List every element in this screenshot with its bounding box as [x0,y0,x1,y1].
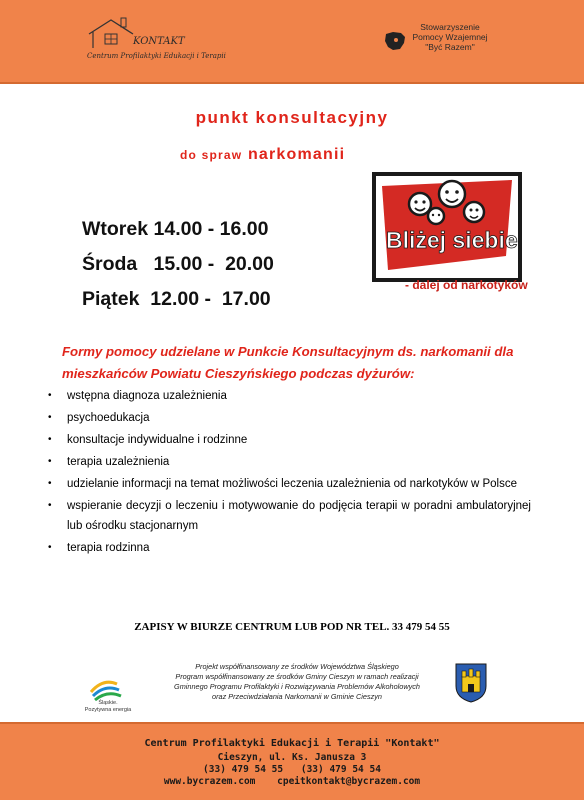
slaskie-logo-text [78,700,138,713]
subtitle-emphasis: narkomanii [247,146,346,163]
kontakt-logo-name: KONTAKT [133,36,185,47]
bullet-icon: • [48,456,52,467]
stowarzyszenie-line1: Stowarzyszenie [420,22,480,32]
footer-email-link[interactable]: cpeitkontakt@bycrazem.com [277,776,421,787]
bullet-icon: • [48,500,52,511]
service-text: psychoedukacja [67,412,150,424]
bullet-icon: • [48,412,52,423]
schedule-day: Piątek [82,288,140,310]
registration-info: ZAPISY W BIURZE CENTRUM LUB POD NR TEL. 33 479 54 55 [134,621,450,633]
schedule-row [82,214,274,249]
footer-phones [0,764,584,776]
poland-map-icon [383,30,407,52]
project-funding-info [142,662,452,702]
bullet-icon: • [48,478,52,489]
subtitle-prefix: do spraw [180,148,243,162]
service-text: wstępna diagnoza uzależnienia [67,390,227,402]
footer-website-link[interactable]: www.bycrazem.com [163,776,256,787]
bullet-icon: • [48,434,52,445]
services-list [48,386,531,560]
schedule-day: Wtorek [82,218,149,240]
service-text: konsultacje indywidualne i rodzinne [67,434,248,446]
kontakt-logo-subtitle: Centrum Profilaktyki Edukacji i Terapii [87,52,226,60]
header-banner [0,0,584,84]
list-item [48,408,531,428]
list-item [48,474,531,494]
list-item [48,430,531,450]
intro-text: Formy pomocy udzielane w Punkcie Konsultacyjnym ds. narkomanii dla mieszkańców Powiatu Cieszyńskiego podczas dyżurów: [62,344,514,381]
footer-org-name: Centrum Profilaktyki Edukacji i Terapii "Kontakt" [144,738,440,749]
schedule-row [82,284,274,319]
slaskie-tagline: Pozytywna energia [84,706,132,713]
opening-hours [82,214,274,319]
schedule-row [82,249,274,284]
page-title: punkt konsultacyjny [195,108,389,127]
list-item [48,386,531,406]
schedule-day: Środa [82,253,138,275]
stowarzyszenie-line3: "Być Razem" [425,42,475,52]
list-item [48,452,531,472]
bullet-icon: • [48,390,52,401]
schedule-hours: 14.00 - 16.00 [153,218,269,240]
stowarzyszenie-line2: Pomocy Wzajemnej [412,32,488,42]
service-text: terapia rodzinna [67,542,150,554]
service-text: wspieranie decyzji o leczeniu i motywowanie do podjęcia terapii w poradni ambulatoryjnej lub ośrodku stacjonarnym [67,500,531,532]
project-line: oraz Przeciwdziałania Narkomanii w Gminie Cieszyn [212,692,382,701]
schedule-hours: 12.00 - 17.00 [150,288,271,310]
list-item [48,496,531,536]
kontakt-logo [85,14,235,62]
footer-address: Cieszyn, ul. Ks. Janusza 3 [217,752,367,763]
bullet-icon: • [48,542,52,553]
footer-banner [0,722,584,800]
schedule-hours: 15.00 - 20.00 [153,253,274,275]
project-line: Gminnego Programu Profilaktyki i Rozwiązywania Problemów Alkoholowych [174,682,420,691]
footer-phone: (33) 479 54 54 [300,764,381,775]
project-line: Projekt współfinansowany ze środków Województwa Śląskiego [195,662,399,671]
service-text: terapia uzależnienia [67,456,170,468]
page-subtitle [180,146,345,164]
project-line: Program współfinansowany ze środków Gminy Cieszyn w ramach realizacji [175,672,419,681]
footer-contacts [0,776,584,788]
list-item [48,538,531,558]
slaskie-name: Śląskie. [98,700,118,706]
blizej-siebie-text: Bliżej siebie [386,227,518,253]
stowarzyszenie-logo [405,22,495,52]
campaign-tagline: - dalej od narkotyków [405,278,528,292]
service-text: udzielanie informacji na temat możliwości leczenia uzależnienia od narkotyków w Polsce [67,478,517,490]
cieszyn-coat-of-arms-icon [454,662,488,704]
footer-phone: (33) 479 54 55 [203,764,284,775]
